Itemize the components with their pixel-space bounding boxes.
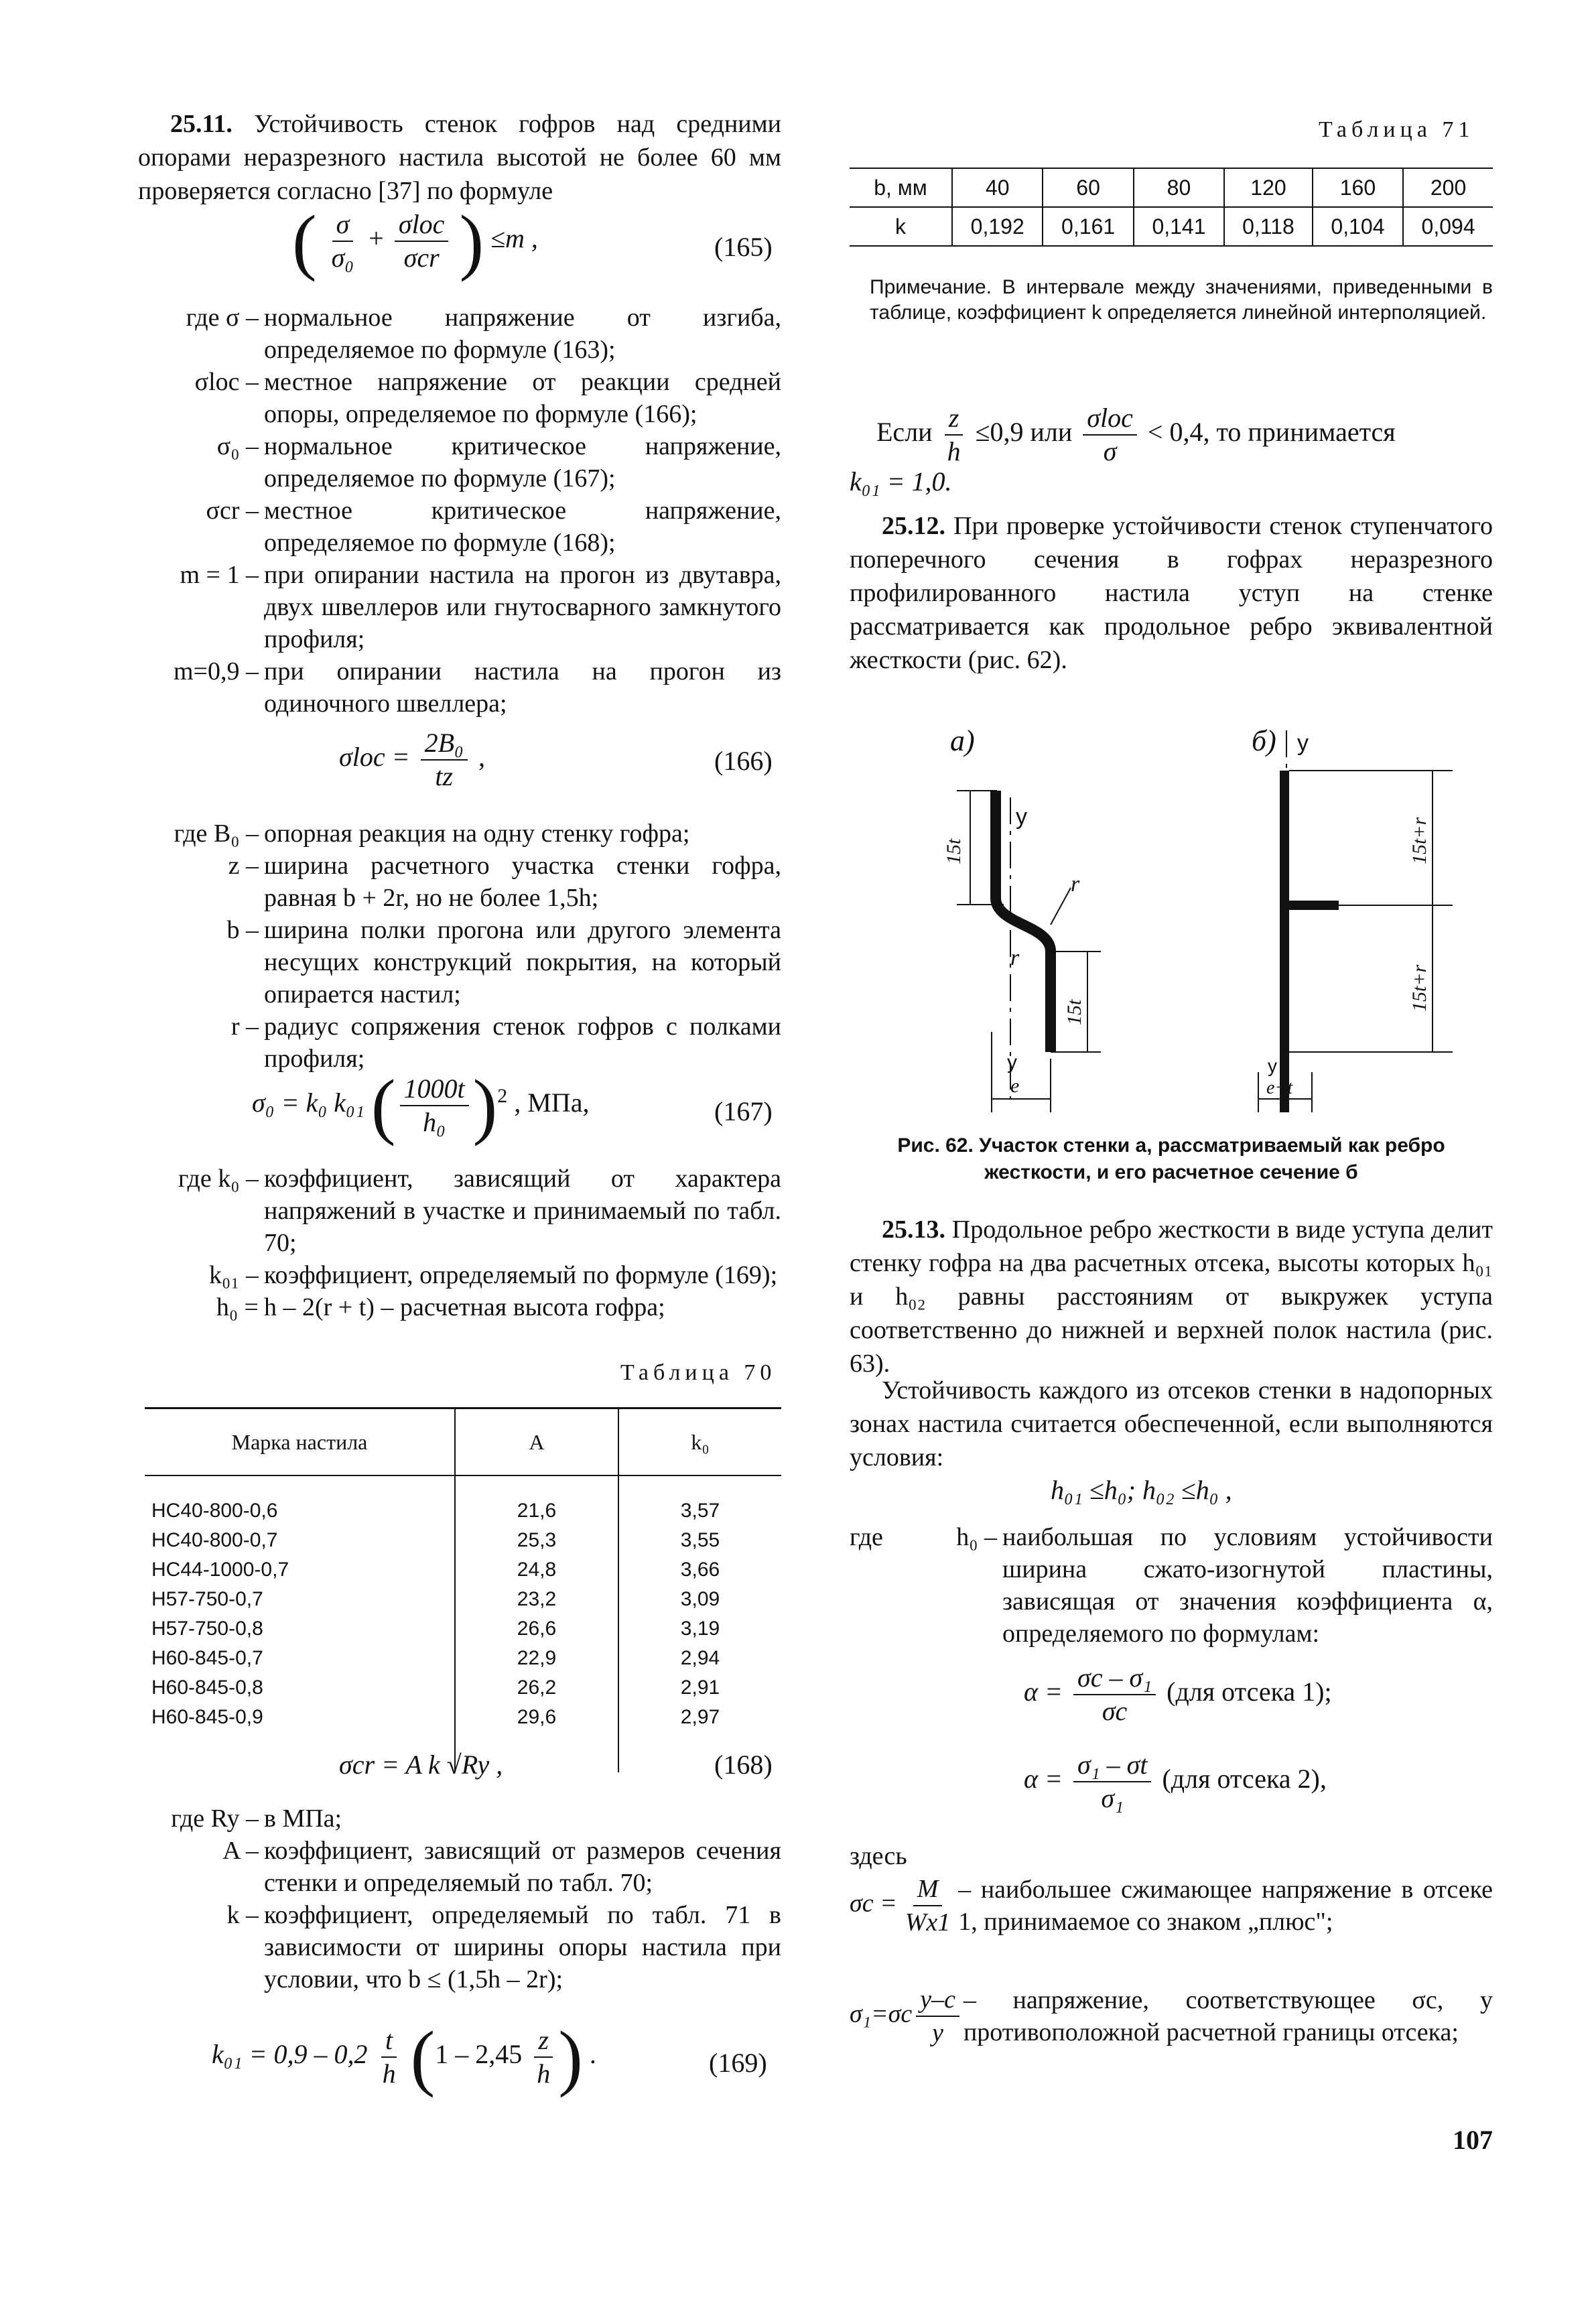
def-symbol: σcr – xyxy=(206,497,259,525)
section-text: Продольное ребро жесткости в виде уступа делит стенку гофра на два расчетных отсека, высоты которых h₀₁ и h₀₂ равны расстояниям от выкружек уступа соответственно до нижней и верхней полок настила (рис. 63). xyxy=(850,1216,1493,1378)
def-symbol: σ₀ – xyxy=(216,432,259,460)
formula-166 xyxy=(339,727,485,793)
table-70 xyxy=(145,1407,781,1772)
def-text: в МПа; xyxy=(264,1804,342,1833)
formula-tail: , xyxy=(478,742,485,773)
cond-line2: k₀₁ = 1,0. xyxy=(850,466,952,497)
equation-number: (167) xyxy=(714,1096,773,1126)
table-70-caption: Таблица 70 xyxy=(620,1360,777,1385)
table-cell: НС40-800-0,7 xyxy=(151,1529,278,1551)
formula-lhs: σ₁=σc xyxy=(850,1999,913,2028)
def-text: коэффициент, зависящий от характера напряжений в участке и принимаемый по табл. 70; xyxy=(264,1165,781,1257)
table-row xyxy=(145,1555,781,1585)
def-symbol: где Ry – xyxy=(171,1804,259,1833)
table-71-caption: Таблица 71 xyxy=(1319,117,1475,142)
frac-num: M xyxy=(913,1873,943,1906)
cond2-text: h₀₁ ≤h₀; h₀₂ ≤h₀ , xyxy=(1051,1475,1232,1505)
def-text: нормальное напряжение от изгиба, определяемое по формуле (163); xyxy=(264,304,781,364)
cond-pre: Если xyxy=(876,417,933,448)
table-cell: Н57-750-0,7 xyxy=(151,1588,263,1610)
frac-num: σ₁ – σt xyxy=(1073,1749,1151,1782)
formula-rhs: ≤m , xyxy=(490,223,538,254)
definitions-168 xyxy=(138,1802,781,1995)
formula-mid: 1 – 2,45 xyxy=(435,2039,523,2070)
axis-y-label-b-bottom: y xyxy=(1268,1055,1277,1076)
def-where: где xyxy=(850,1523,883,1551)
frac-num: 1000t xyxy=(400,1073,469,1106)
section-number: 25.11. xyxy=(170,110,232,138)
table-cell: 2,97 xyxy=(618,1703,781,1732)
formula-lhs: σ₀ = k₀ k₀₁ xyxy=(252,1088,364,1118)
table-row xyxy=(145,1496,781,1526)
figure-a xyxy=(943,724,1101,1112)
definition-row xyxy=(138,1259,781,1291)
def-text: h – 2(r + t) – расчетная высота гофра; xyxy=(264,1293,665,1321)
table-71 xyxy=(850,168,1493,247)
table-cell: 120 xyxy=(1224,168,1313,207)
def-symbol: k – xyxy=(226,1901,259,1929)
definition-row xyxy=(138,1010,781,1075)
table-cell: 3,09 xyxy=(618,1585,781,1614)
def-symbol: m=0,9 – xyxy=(174,657,259,685)
table-cell: 22,9 xyxy=(455,1644,618,1673)
definition-row xyxy=(138,914,781,1010)
definition-row xyxy=(138,1835,781,1899)
condition-formula xyxy=(876,402,1396,468)
stepped-web xyxy=(996,791,1051,1052)
def-symbol: h₀ = xyxy=(216,1293,259,1321)
def-text: ширина полки прогона или другого элемента несущих конструкций покрытия, на который опирается настил; xyxy=(264,916,781,1008)
equation-number: (169) xyxy=(709,2048,767,2078)
formula-lhs: k₀₁ = 0,9 – 0,2 xyxy=(212,2039,368,2070)
table-cell: 29,6 xyxy=(455,1703,618,1732)
formula-lhs: α = xyxy=(1024,1764,1063,1794)
frac-den: y xyxy=(932,2019,943,2047)
table-cell: Н60-845-0,9 xyxy=(151,1706,263,1728)
page-number: 107 xyxy=(1453,2125,1493,2155)
table-cell: 3,19 xyxy=(618,1614,781,1644)
table-cell: 21,6 xyxy=(455,1496,618,1526)
stability-paragraph: Устойчивость каждого из отсеков стенки в надопорных зонах настила считается обеспеченной, если выполняются условия: xyxy=(850,1376,1493,1471)
dim-15t-bottom: 15t xyxy=(1063,999,1085,1025)
def-text: нормальное критическое напряжение, определяемое по формуле (167); xyxy=(264,432,781,493)
def-symbol: где B₀ – xyxy=(174,819,259,848)
formula-lhs: σc = xyxy=(850,1889,897,1918)
condition-2 xyxy=(1051,1474,1232,1506)
dim-15t-r-top: 15t+r xyxy=(1408,817,1431,864)
frac-num: y–c xyxy=(916,1983,959,2017)
equation-number: (168) xyxy=(714,1750,773,1780)
formula-tail: . xyxy=(589,2039,596,2070)
frac-num: σloc xyxy=(1083,402,1137,436)
table-row xyxy=(145,1614,781,1644)
exponent: 2 xyxy=(497,1084,508,1107)
table-cell: НС44-1000-0,7 xyxy=(151,1559,289,1581)
table-cell: k xyxy=(850,207,952,246)
table-cell: 26,6 xyxy=(455,1614,618,1644)
radius-label-2: r xyxy=(1010,945,1020,970)
definition-row xyxy=(138,850,781,914)
web-section xyxy=(1280,771,1289,1112)
table-row xyxy=(145,1673,781,1703)
cond-post: < 0,4, то принимается xyxy=(1147,417,1396,448)
formula-tail: (для отсека 2), xyxy=(1162,1764,1327,1794)
alpha-formula-1 xyxy=(1024,1662,1332,1727)
frac-den: h xyxy=(947,436,961,466)
table-cell: 2,91 xyxy=(618,1673,781,1703)
frac-den: σ₀ xyxy=(331,243,354,273)
section-text: При проверке устойчивости стенок ступенчатого поперечного сечения в гофрах неразрезного профилированного настила уступ на стенке рассматривается как продольное ребро эквивалентной жесткости (рис. 62). xyxy=(850,512,1493,674)
def-text: ширина расчетного участка стенки гофра, равная b + 2r, но не более 1,5h; xyxy=(264,852,781,912)
def-symbol: r – xyxy=(230,1012,259,1041)
formula-168 xyxy=(339,1749,503,1780)
frac-den: σ xyxy=(1103,436,1117,466)
def-text: коэффициент, определяемый по формуле (169); xyxy=(264,1261,778,1289)
axis-y-label-b: y xyxy=(1297,730,1309,756)
definition-row xyxy=(138,559,781,655)
table-cell: 24,8 xyxy=(455,1555,618,1585)
table-header: k₀ xyxy=(618,1408,781,1476)
frac-den: σ₁ xyxy=(1101,1783,1124,1813)
definition-row xyxy=(138,430,781,495)
dim-15t-r-bottom: 15t+r xyxy=(1408,964,1431,1012)
definition-row xyxy=(138,655,781,720)
formula-text: σcr = A k √Ry , xyxy=(339,1750,503,1780)
def-formula xyxy=(850,1873,958,1939)
formula-lhs: σloc = xyxy=(339,742,410,773)
section-number: 25.13. xyxy=(882,1216,945,1244)
dim-e: e xyxy=(1010,1075,1020,1097)
table-cell: 0,094 xyxy=(1403,207,1493,246)
definitions-167 xyxy=(138,1163,781,1323)
frac-den: h xyxy=(537,2058,551,2089)
frac-num: 2B₀ xyxy=(421,727,468,761)
cond-mid: ≤0,9 или xyxy=(975,417,1073,448)
table-cell: 60 xyxy=(1043,168,1133,207)
table-row xyxy=(145,1644,781,1673)
label-a: а) xyxy=(950,724,975,757)
table-header: Марка настила xyxy=(145,1408,455,1476)
def-symbol: где σ – xyxy=(186,304,259,332)
frac-num: σc – σ₁ xyxy=(1073,1662,1156,1695)
axis-y-label-bottom: y xyxy=(1007,1051,1017,1073)
def-text: при опирании настила на прогон из одиночного швеллера; xyxy=(264,657,781,718)
definition-row xyxy=(138,1291,781,1323)
definition-row xyxy=(138,1899,781,1995)
section-text: Устойчивость стенок гофров над средними опорами неразрезного настила высотой не более 60 мм проверяется согласно [37] по формуле xyxy=(138,110,781,205)
table-cell: 26,2 xyxy=(455,1673,618,1703)
table-cell: 3,57 xyxy=(618,1496,781,1526)
definition-row xyxy=(138,1163,781,1259)
table-cell: 200 xyxy=(1403,168,1493,207)
table-cell: 3,66 xyxy=(618,1555,781,1585)
table-cell: 23,2 xyxy=(455,1585,618,1614)
formula-165: ( $\frac{\sigma}{\text{σ₀}}$ + $\frac{\text{σloc}}{\text{σcr}}$ ) ≤m , xyxy=(292,200,538,282)
frac-den: tz xyxy=(435,761,454,791)
section-25-13 xyxy=(850,1213,1493,1380)
table-cell: 0,192 xyxy=(952,207,1043,246)
table-cell: 0,118 xyxy=(1224,207,1313,246)
formula-167: σ₀ = k₀ k₀₁ ( $\frac{1000t}{\text{h₀}}$ )$^2$ , МПа, xyxy=(252,1065,590,1146)
def-text: – напряжение, соответствующее σc, у противоположной расчетной границы отсека; xyxy=(963,1986,1493,2046)
section-25-11 xyxy=(138,107,781,208)
def-text: – наибольшее сжимающее напряжение в отсеке 1, принимаемое со знаком „плюс"; xyxy=(958,1876,1493,1936)
table-row xyxy=(145,1703,781,1732)
definitions-165 xyxy=(138,302,781,720)
sigma-1-def xyxy=(850,1983,1493,2049)
table-cell: Н60-845-0,7 xyxy=(151,1647,263,1669)
def-symbol: h₀ – xyxy=(956,1523,997,1551)
def-text: радиус сопряжения стенок гофров с полками профиля; xyxy=(264,1012,781,1073)
table-cell: 2,94 xyxy=(618,1644,781,1673)
table-cell: 0,141 xyxy=(1134,207,1224,246)
frac-num: z xyxy=(534,2024,553,2058)
def-symbol: z – xyxy=(228,852,259,880)
def-symbol: A – xyxy=(222,1837,259,1865)
def-symbol: b – xyxy=(226,916,259,944)
definition-row xyxy=(138,495,781,559)
definition-h0 xyxy=(850,1521,1493,1650)
section-number: 25.12. xyxy=(882,512,945,540)
frac-num: σ xyxy=(332,208,354,242)
def-text: опорная реакция на одну стенку гофра; xyxy=(264,819,690,848)
definition-row xyxy=(138,817,781,850)
table-cell: 3,55 xyxy=(618,1526,781,1555)
frac-den: σc xyxy=(1102,1696,1128,1726)
table-cell: 0,161 xyxy=(1043,207,1133,246)
frac-den: h₀ xyxy=(423,1107,446,1137)
formula-tail: , МПа, xyxy=(514,1088,590,1118)
table-row xyxy=(850,207,1493,246)
definitions-166 xyxy=(138,817,781,1075)
table-row xyxy=(145,1585,781,1614)
table-71-note: Примечание. В интервале между значениями, приведенными в таблице, коэффициент k определяется линейной интерполяцией. xyxy=(870,276,1493,324)
formula-169: k₀₁ = 0,9 – 0,2 $\frac{t}{h}$ (1 – 2,45 $\frac{z}{h}$ ) . xyxy=(212,2016,596,2098)
def-symbol: k₀₁ – xyxy=(209,1261,259,1289)
section-25-12 xyxy=(850,509,1493,677)
table-cell: НС40-800-0,6 xyxy=(151,1500,278,1522)
dim-e-t: e+t xyxy=(1266,1077,1293,1098)
zdes-label: здесь xyxy=(850,1842,907,1870)
table-cell: 160 xyxy=(1313,168,1403,207)
definition-row xyxy=(138,1802,781,1835)
table-row xyxy=(850,168,1493,207)
def-text: местное критическое напряжение, определяемое по формуле (168); xyxy=(264,497,781,557)
figure-62-caption: Рис. 62. Участок стенки а, рассматриваемый как ребро жесткости, и его расчетное сечение б xyxy=(897,1134,1445,1183)
formula-lhs: α = xyxy=(1024,1677,1063,1707)
dim-15t-top: 15t xyxy=(943,838,965,864)
table-cell: 40 xyxy=(952,168,1043,207)
radius-label: r xyxy=(1071,872,1080,897)
definition-row xyxy=(850,1873,1493,1939)
frac-den: σcr xyxy=(403,243,440,273)
table-cell: 80 xyxy=(1134,168,1224,207)
table-header: A xyxy=(455,1408,618,1476)
table-cell: 0,104 xyxy=(1313,207,1403,246)
frac-num: σloc xyxy=(395,208,449,242)
table-row xyxy=(145,1526,781,1555)
axis-y-label: y xyxy=(1016,804,1027,830)
alpha-formula-2 xyxy=(1024,1749,1327,1815)
def-symbol: σloc – xyxy=(194,368,259,396)
frac-den: Wx1 xyxy=(905,1908,951,1937)
equation-number: (166) xyxy=(714,746,773,776)
def-text: при опирании настила на прогон из двутавра, двух швеллеров или гнутосварного замкнутого профиля; xyxy=(264,561,781,653)
def-symbol: где k₀ – xyxy=(178,1165,259,1193)
frac-den: h xyxy=(382,2058,396,2089)
frac-num: z xyxy=(945,402,963,436)
equation-number: (165) xyxy=(714,232,773,262)
definition-row xyxy=(850,1983,1493,2049)
def-text: коэффициент, определяемый по табл. 71 в зависимости от ширины опоры настила при условии, что b ≤ (1,5h – 2r); xyxy=(264,1901,781,1993)
def-text: местное напряжение от реакции средней опоры, определяемое по формуле (166); xyxy=(264,368,781,428)
formula-tail: (для отсека 1); xyxy=(1167,1677,1332,1707)
table-cell: Н57-750-0,8 xyxy=(151,1618,263,1640)
definition-row xyxy=(850,1521,1493,1650)
label-b: б) xyxy=(1252,724,1276,757)
table-cell: Н60-845-0,8 xyxy=(151,1677,263,1699)
def-text: коэффициент, зависящий от размеров сечения стенки и определяемый по табл. 70; xyxy=(264,1837,781,1897)
def-formula xyxy=(850,1983,963,2049)
table-cell: b, мм xyxy=(850,168,952,207)
figure-b xyxy=(1252,724,1453,1112)
frac-num: t xyxy=(381,2024,397,2058)
condition-line2 xyxy=(850,466,952,497)
rib-section xyxy=(1280,901,1339,910)
figure-62 xyxy=(850,697,1493,1126)
def-text: наибольшая по условиям устойчивости ширина сжато-изогнутой пластины, зависящая от значения коэффициента α, определяемого по формулам: xyxy=(1002,1523,1493,1648)
sigma-c-def xyxy=(850,1873,1493,1939)
def-symbol: m = 1 – xyxy=(180,561,259,589)
definition-row xyxy=(138,366,781,430)
definition-row xyxy=(138,302,781,366)
table-cell: 25,3 xyxy=(455,1526,618,1555)
